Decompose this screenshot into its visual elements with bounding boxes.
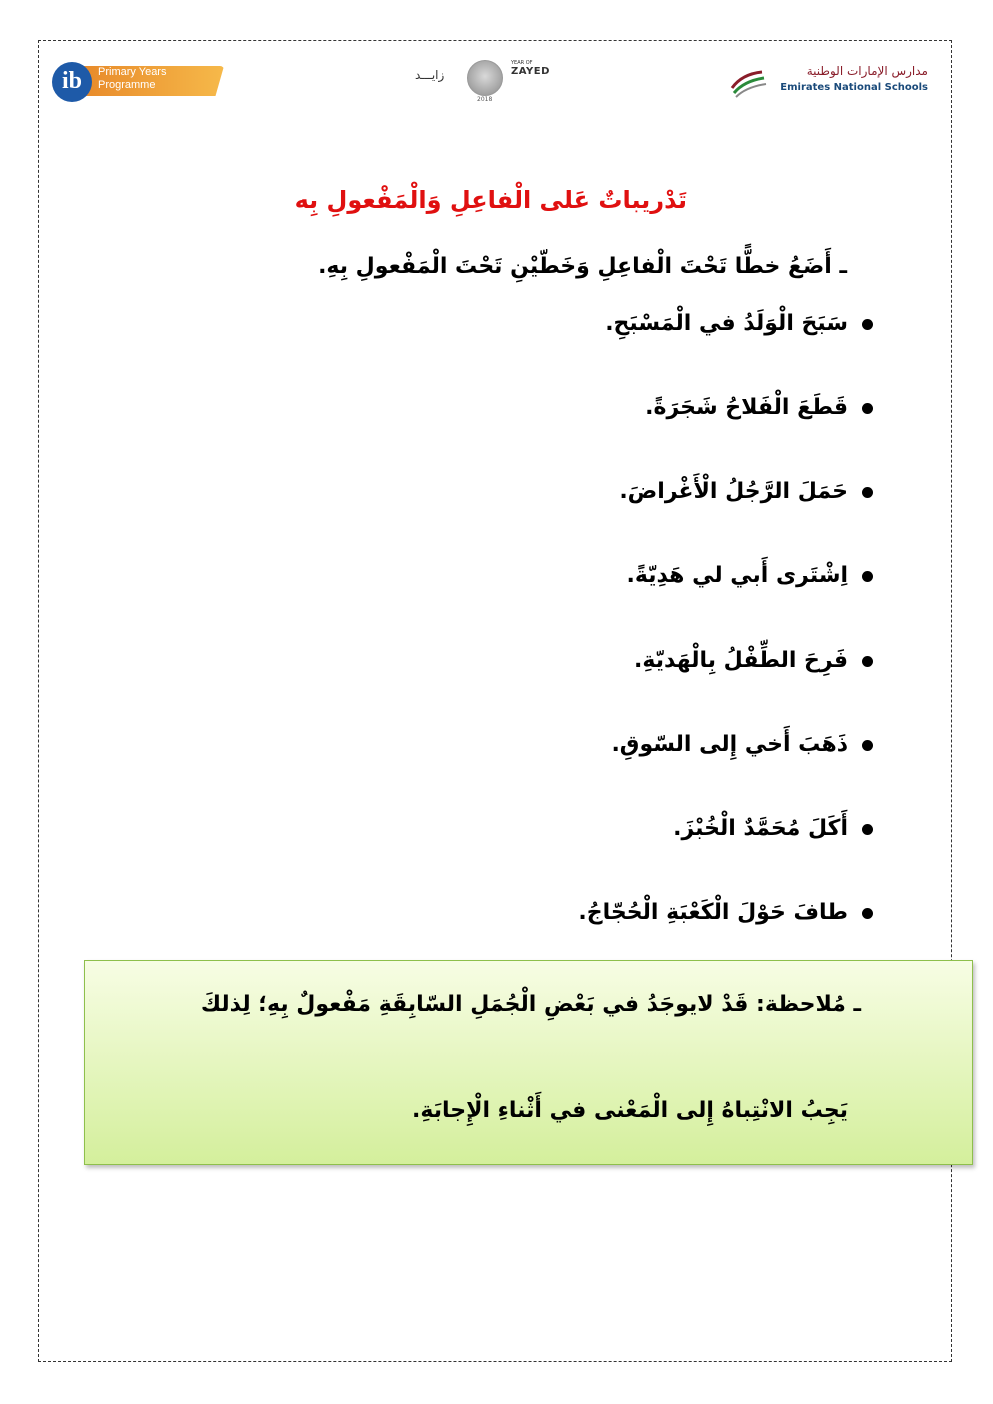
note-box [84,960,973,1165]
bullet-icon [862,403,873,414]
zayed-portrait-icon [467,60,503,96]
sentence-text: سَبَحَ الْوَلَدُ في الْمَسْبَحِ. [605,311,848,336]
zayed-year: 2018 [477,96,493,103]
bullet-icon [862,824,873,835]
zayed-english: ZAYED [511,66,550,77]
ens-english-name: Emirates National Schools [780,82,928,93]
ib-logo-line1: Primary Years [98,66,167,78]
sentence-item [273,311,873,336]
sentence-item [273,395,873,420]
ib-circle-logo: ib [52,62,92,102]
bullet-icon [862,571,873,582]
sentence-item [273,900,873,925]
sentence-item [273,816,873,841]
zayed-arabic-text: زايـــد [415,68,445,82]
emirates-national-schools-logo [728,64,928,100]
sentence-item [273,648,873,673]
note-line-2: يَجِبُ الانْتِباهُ إِلى الْمَعْنى في أَثْناءِ الْإِجابَةِ. [412,1098,848,1123]
sentence-text: فَرِحَ الطِّفْلُ بِالْهَديّةِ. [634,648,848,673]
bullet-icon [862,487,873,498]
sentence-item [273,563,873,588]
sentence-text: طافَ حَوْلَ الْكَعْبَةِ الْحُجّاجُ. [578,900,848,925]
sentence-text: اِشْتَرى أَبي لي هَدِيّةً. [626,563,848,588]
sentence-item [273,732,873,757]
sentence-text: قَطَعَ الْفَلاحُ شَجَرَةً. [645,395,848,420]
bullet-icon [862,656,873,667]
sentence-text: أَكَلَ مُحَمَّدٌ الْخُبْزَ. [673,816,848,841]
sentence-item [273,479,873,504]
ens-swoosh-icon [728,66,768,98]
ib-logo-text [98,66,166,92]
sentence-text: ذَهَبَ أَخي إِلى السّوقِ. [611,732,848,757]
year-of-zayed-logo [415,54,555,104]
bullet-icon [862,740,873,751]
worksheet-instruction: ـ أَضَعُ خطًّا تَحْتَ الْفاعِلِ وَخَطّيْنِ تَحْتَ الْمَفْعولِ بِهِ. [318,254,847,279]
ens-arabic-name: مدارس الإمارات الوطنية [806,64,928,78]
ib-pyp-logo [52,62,227,102]
note-line-1: ـ مُلاحظة: قَدْ لايوجَدُ في بَعْضِ الْجُمَلِ السّابِقَةِ مَفْعولٌ بِهِ؛ لِذلكَ [200,992,861,1017]
bullet-icon [862,908,873,919]
zayed-english-label [511,60,550,77]
worksheet-title: تَدْريباتٌ عَلى الْفاعِلِ وَالْمَفْعولِ بِه [294,186,687,214]
zayed-year-of: YEAR OF [511,60,533,66]
sentence-text: حَمَلَ الرَّجُلُ الْأَغْراضَ. [619,479,848,504]
ib-logo-line2: Programme [98,79,156,91]
bullet-icon [862,319,873,330]
